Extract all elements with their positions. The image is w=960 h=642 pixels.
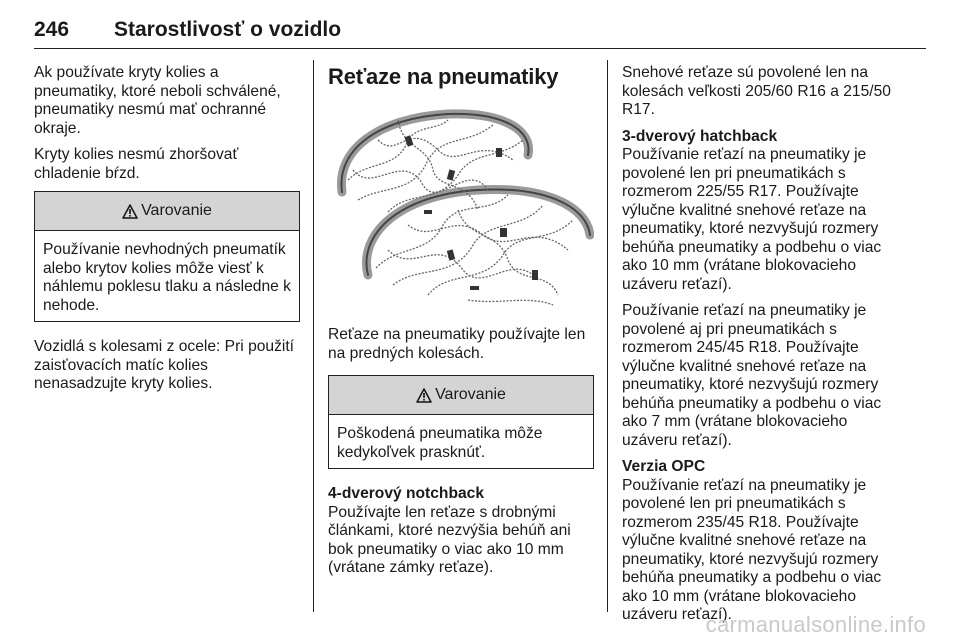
warning-box xyxy=(328,375,594,469)
paragraph: Používanie reťazí na pneumatiky je povolené aj pri pneumatikách s rozmerom 245/45 R18. Používajte výlučne kvalitné snehové reťaze na pneumatiky, ktoré nezvyšujú rozmery behúňa pneumatiky a podbehu o viac ako 7 mm (vrátane blokovacieho uzáveru reťazí). xyxy=(622,302,882,449)
watermark: carmanualsonline.info xyxy=(705,612,926,637)
column-divider-2 xyxy=(607,60,608,612)
paragraph: Používanie reťazí na pneumatiky je povolené len pri pneumatikách s rozmerom 235/45 R18. Používajte výlučne kvalitné snehové reťaze na pneumatiky, ktoré nezvyšujú rozmery behúňa pneumatiky a podbehu o viac ako 10 mm (vrátane blokovacieho uzáveru reťazí). xyxy=(622,476,882,623)
paragraph: Kryty kolies nesmú zhoršovať chladenie bŕzd. xyxy=(34,146,239,182)
paragraph: Vozidlá s kolesami z ocele: Pri použití zaisťovacích matíc kolies nenasadzujte kryty kolies. xyxy=(34,338,295,392)
subsection-heading: 4-dverový notchback xyxy=(328,485,484,502)
subsection-heading: Verzia OPC xyxy=(622,458,706,475)
column-left xyxy=(34,64,300,402)
paragraph: Používanie reťazí na pneumatiky je povolené len pri pneumatikách s rozmerom 225/55 R17. Používajte výlučne kvalitné snehové reťaze na pneumatiky, ktoré nezvyšujú rozmery behúňa pneumatiky a podbehu o viac ako 10 mm (vrátane blokovacieho uzáveru reťazí). xyxy=(622,146,882,293)
warning-text: Používanie nevhodných pneumatík alebo krytov kolies môže viesť k náhlemu poklesu tlaku a následne k nehode. xyxy=(43,241,291,314)
warning-title: Varovanie xyxy=(141,201,212,219)
paragraph: Ak používate kryty kolies a pneumatiky, ktoré neboli schválené, pneumatiky nesmú mať ochranné okraje. xyxy=(34,64,281,137)
page-number: 246 xyxy=(34,18,70,41)
tire-chain-illustration xyxy=(328,100,594,312)
subsection-heading: 3-dverový hatchback xyxy=(622,127,778,145)
paragraph: Snehové reťaze sú povolené len na kolesách veľkosti 205/60 R16 a 215/50 R17. xyxy=(622,64,891,118)
paragraph: Reťaze na pneumatiky používajte len na predných kolesách. xyxy=(328,326,586,362)
page-title: Starostlivosť o vozidlo xyxy=(114,18,342,41)
column-divider-1 xyxy=(313,60,314,612)
warning-box xyxy=(34,191,300,322)
warning-triangle-icon xyxy=(416,388,432,403)
warning-header xyxy=(329,376,593,415)
warning-header xyxy=(35,192,299,231)
column-right xyxy=(622,64,892,633)
paragraph: Používajte len reťaze s drobnými článkami, ktoré nezvýšia behúň ani bok pneumatiky o viac ako 10 mm (vrátane zámky reťaze). xyxy=(328,503,571,576)
warning-text: Poškodená pneumatika môže kedykoľvek prasknúť. xyxy=(337,425,543,461)
warning-triangle-icon xyxy=(122,204,138,219)
page-header xyxy=(34,8,926,49)
column-middle xyxy=(328,64,594,586)
section-heading: Reťaze na pneumatiky xyxy=(328,64,559,89)
warning-title: Varovanie xyxy=(435,385,506,403)
